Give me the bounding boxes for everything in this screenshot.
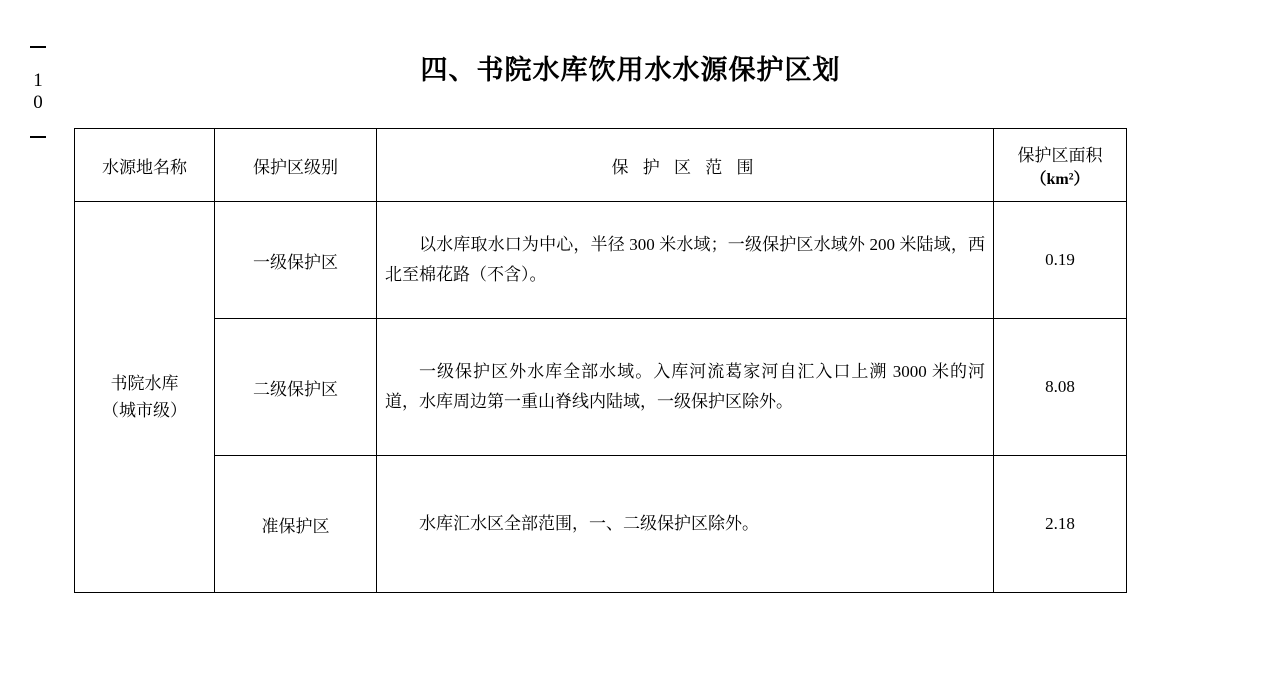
cell-protection-level: 一级保护区 bbox=[215, 202, 377, 319]
column-header-area-line2: （km²） bbox=[1030, 171, 1090, 188]
page-number: 10 bbox=[27, 70, 49, 114]
table-body bbox=[75, 202, 1127, 593]
column-header-protection-level: 保护区级别 bbox=[215, 129, 377, 202]
table-header-row bbox=[75, 129, 1127, 202]
column-header-protection-range: 保 护 区 范 围 bbox=[377, 129, 994, 202]
protection-table bbox=[74, 128, 1127, 593]
source-name-line1: 书院水库 bbox=[110, 373, 179, 393]
protection-table-wrapper bbox=[74, 128, 1126, 593]
range-text: 一级保护区外水库全部水域。入库河流葛家河自汇入口上溯 3000 米的河道，水库周边第一重山脊线内陆域，一级保护区除外。 bbox=[385, 362, 985, 411]
cell-protection-level: 准保护区 bbox=[215, 456, 377, 593]
cell-protection-range bbox=[377, 456, 994, 593]
cell-area: 2.18 bbox=[994, 456, 1127, 593]
source-name-line2: （城市级） bbox=[102, 401, 187, 420]
cell-area: 0.19 bbox=[994, 202, 1127, 319]
cell-protection-range bbox=[377, 202, 994, 319]
column-header-area bbox=[994, 129, 1127, 202]
range-text: 以水库取水口为中心，半径 300 米水域；一级保护区水域外 200 米陆域，西北至棉花路（不含）。 bbox=[385, 235, 985, 284]
marginalia-rule-bottom bbox=[30, 136, 46, 138]
page-title: 四、书院水库饮用水水源保护区划 bbox=[420, 55, 841, 85]
table-header bbox=[75, 129, 1127, 202]
cell-protection-level: 二级保护区 bbox=[215, 319, 377, 456]
table-row bbox=[75, 456, 1127, 593]
cell-protection-range bbox=[377, 319, 994, 456]
cell-area: 8.08 bbox=[994, 319, 1127, 456]
column-header-area-line1: 保护区面积 bbox=[1017, 146, 1103, 165]
table-row bbox=[75, 319, 1127, 456]
table-row bbox=[75, 202, 1127, 319]
cell-source-name bbox=[75, 202, 215, 593]
range-text: 水库汇水区全部范围，一、二级保护区除外。 bbox=[419, 514, 759, 534]
column-header-source-name: 水源地名称 bbox=[75, 129, 215, 202]
